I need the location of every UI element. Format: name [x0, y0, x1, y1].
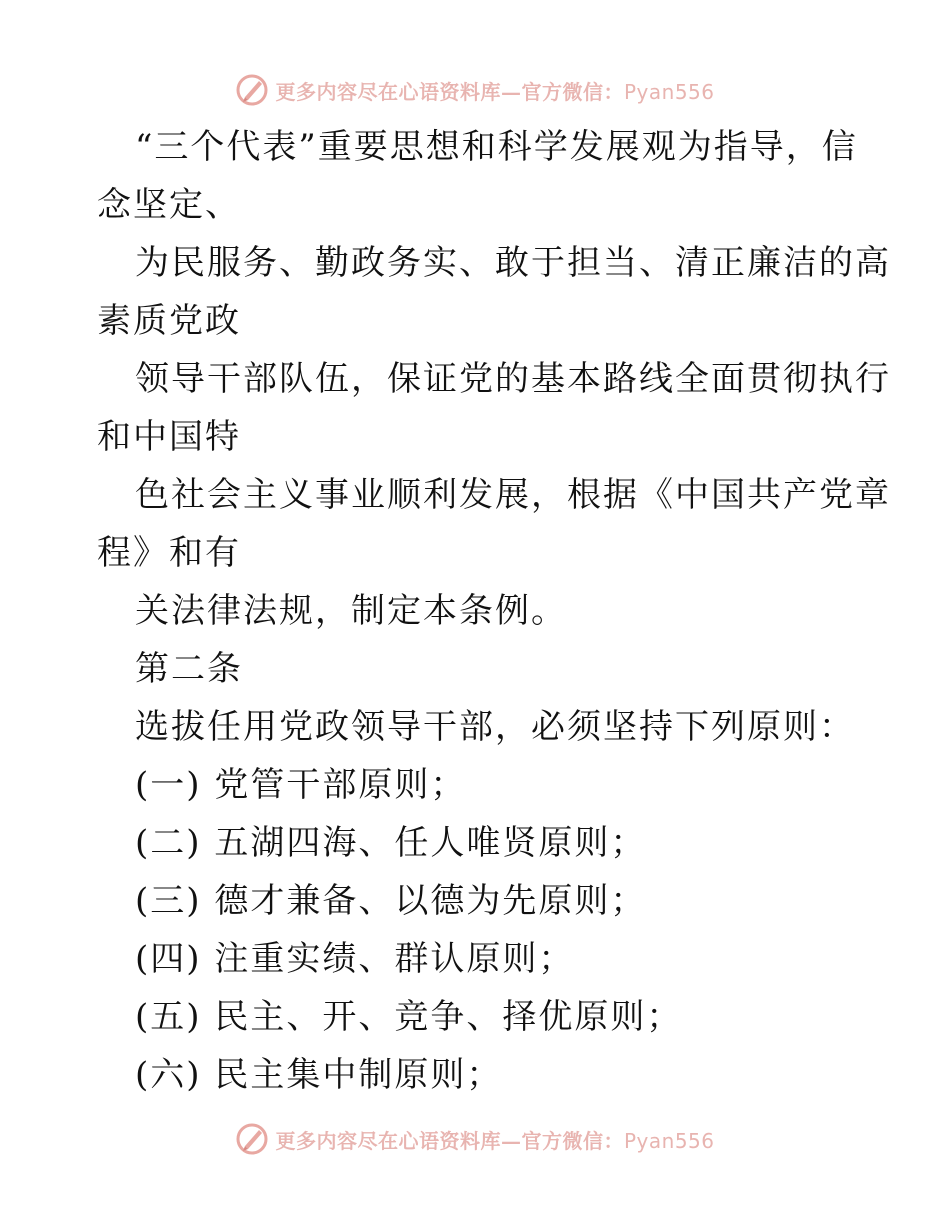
- text-line: 程》和有: [97, 533, 241, 573]
- text-line: 领导干部队伍，保证党的基本路线全面贯彻执行: [135, 359, 891, 399]
- header-watermark: [0, 70, 950, 110]
- text-line: 第二条: [135, 649, 243, 689]
- text-line: 选拔任用党政领导干部，必须坚持下列原则：: [135, 707, 855, 747]
- text-line: 素质党政: [97, 301, 241, 341]
- watermark-text: 更多内容尽在心语资料库—官方微信：Pyan556: [275, 79, 715, 104]
- text-line: (三) 德才兼备、以德为先原则；: [135, 881, 647, 921]
- text-line: 关法律法规，制定本条例。: [135, 591, 567, 631]
- pen-logo-icon: [235, 73, 269, 107]
- watermark-wechat-id: Pyan556: [623, 79, 715, 104]
- text-line: (五) 民主、开、竞争、择优原则；: [135, 997, 683, 1037]
- text-line: “三个代表”重要思想和科学发展观为指导，信: [135, 127, 858, 167]
- text-line: 念坚定、: [97, 185, 241, 225]
- document-body: [97, 118, 891, 1104]
- text-line: 和中国特: [97, 417, 241, 457]
- text-line: 色社会主义事业顺利发展，根据《中国共产党章: [135, 475, 891, 515]
- text-line: 为民服务、勤政务实、敢于担当、清正廉洁的高: [135, 243, 891, 283]
- footer-watermark: [0, 1119, 950, 1159]
- text-line: (一) 党管干部原则；: [135, 765, 467, 805]
- text-line: (四) 注重实绩、群认原则；: [135, 939, 575, 979]
- watermark-wechat-id: Pyan556: [623, 1128, 715, 1153]
- text-line: (二) 五湖四海、任人唯贤原则；: [135, 823, 647, 863]
- text-line: (六) 民主集中制原则；: [135, 1055, 503, 1095]
- pen-logo-icon: [235, 1122, 269, 1156]
- watermark-text: 更多内容尽在心语资料库—官方微信：Pyan556: [275, 1128, 715, 1153]
